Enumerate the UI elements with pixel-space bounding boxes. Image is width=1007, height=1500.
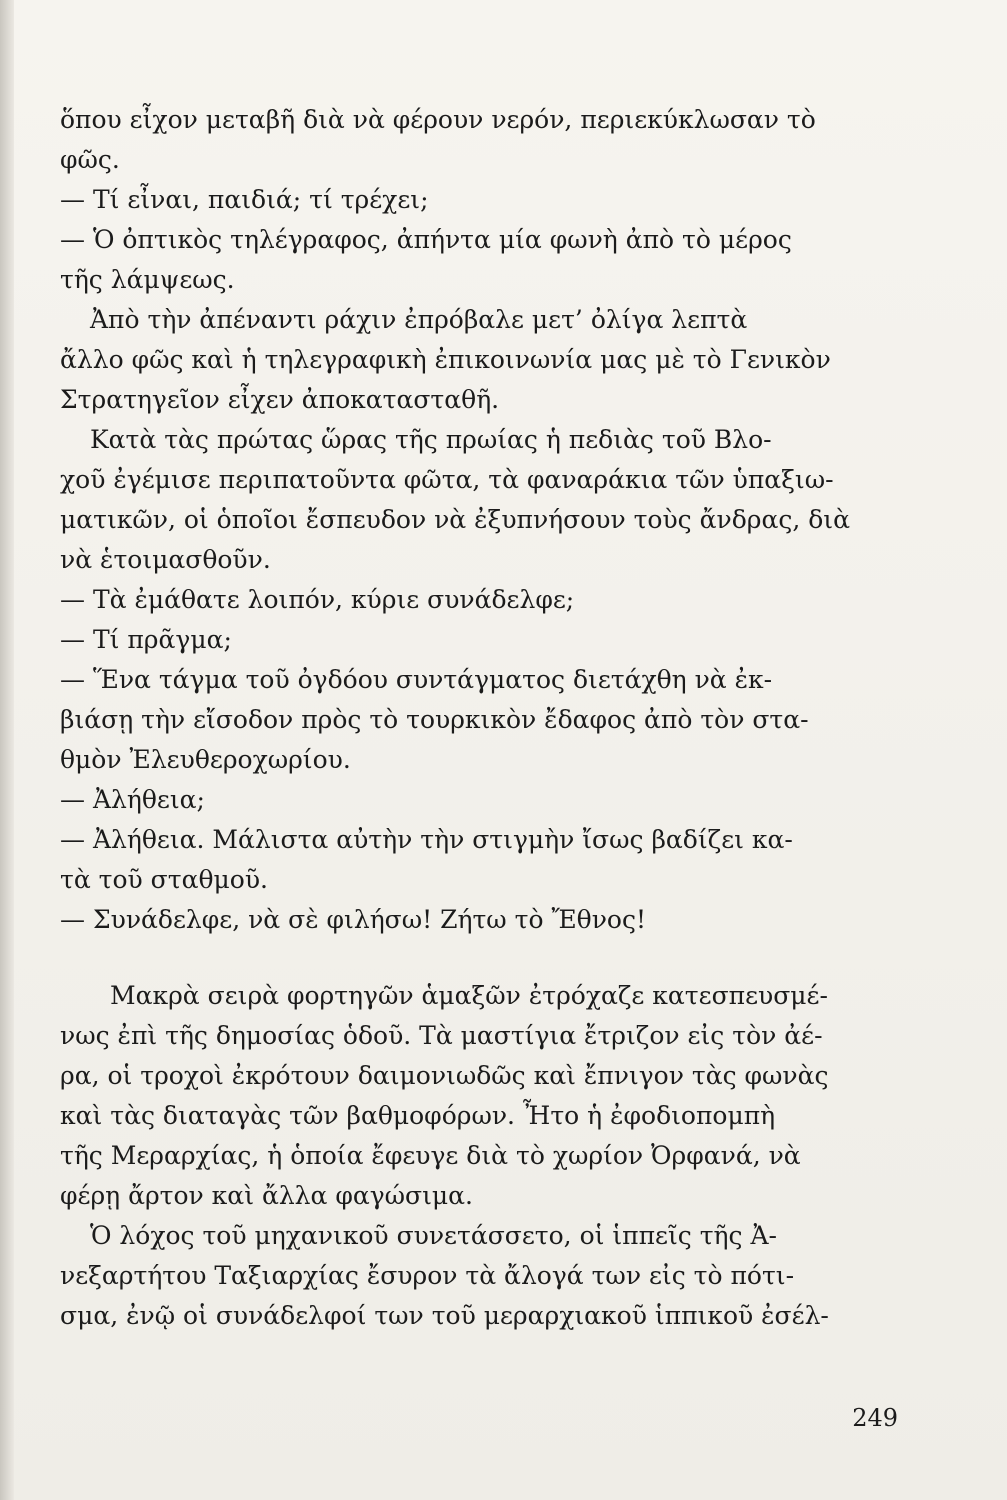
text-line: — Τί πρᾶγμα; xyxy=(60,625,232,654)
text-line: ἄλλο φῶς καὶ ἡ τηλεγραφικὴ ἐπικοινωνία μας μὲ τὸ Γενικὸν xyxy=(60,345,831,374)
text-line: φέρῃ ἄρτον καὶ ἄλλα φαγώσιμα. xyxy=(60,1181,474,1210)
text-line: βιάσῃ τὴν εἴσοδον πρὸς τὸ τουρκικὸν ἔδαφος ἀπὸ τὸν στα- xyxy=(60,705,809,734)
text-line: — Τί εἶναι, παιδιά; τί τρέχει; xyxy=(60,185,429,214)
text-line: φῶς. xyxy=(60,145,120,174)
text-line: — Συνάδελφε, νὰ σὲ φιλήσω! Ζήτω τὸ Ἔθνος! xyxy=(60,905,647,934)
text-line: ματικῶν, οἱ ὁποῖοι ἔσπευδον νὰ ἐξυπνήσουν τοὺς ἄνδρας, διὰ xyxy=(60,505,850,534)
page-number: 249 xyxy=(852,1404,898,1432)
text-line: τῆς Μεραρχίας, ἡ ὁποία ἔφευγε διὰ τὸ χωρίον Ὀρφανά, νὰ xyxy=(60,1141,801,1170)
body-text xyxy=(60,100,885,1336)
section-break xyxy=(60,940,885,976)
text-line: ρα, οἱ τροχοὶ ἐκρότουν δαιμονιωδῶς καὶ ἔπνιγον τὰς φωνὰς xyxy=(60,1061,829,1090)
text-line: — Τὰ ἐμάθατε λοιπόν, κύριε συνάδελφε; xyxy=(60,585,575,614)
text-line: Ἀπὸ τὴν ἀπέναντι ράχιν ἐπρόβαλε μετ’ ὀλίγα λεπτὰ xyxy=(90,305,748,334)
page-gutter-shadow xyxy=(0,0,14,1500)
text-line: τὰ τοῦ σταθμοῦ. xyxy=(60,865,268,894)
text-line: Ὁ λόχος τοῦ μηχανικοῦ συνετάσσετο, οἱ ἱππεῖς τῆς Ἀ- xyxy=(90,1221,777,1250)
text-line: Στρατηγεῖον εἶχεν ἀποκατασταθῆ. xyxy=(60,385,500,414)
text-line: καὶ τὰς διαταγὰς τῶν βαθμοφόρων. Ἦτο ἡ ἐφοδιοπομπὴ xyxy=(60,1101,776,1130)
text-line: νως ἐπὶ τῆς δημοσίας ὁδοῦ. Τὰ μαστίγια ἔτριζον εἰς τὸν ἀέ- xyxy=(60,1021,823,1050)
text-line: — Ὁ ὀπτικὸς τηλέγραφος, ἀπήντα μία φωνὴ ἀπὸ τὸ μέρος xyxy=(60,225,792,254)
text-line: θμὸν Ἐλευθεροχωρίου. xyxy=(60,745,351,774)
text-line: Μακρὰ σειρὰ φορτηγῶν ἁμαξῶν ἐτρόχαζε κατεσπευσμέ- xyxy=(110,981,828,1010)
text-line: — Ἀλήθεια; xyxy=(60,785,205,814)
text-line: χοῦ ἐγέμισε περιπατοῦντα φῶτα, τὰ φαναράκια τῶν ὑπαξιω- xyxy=(60,465,834,494)
text-line: — Ἕνα τάγμα τοῦ ὀγδόου συντάγματος διετάχθη νὰ ἐκ- xyxy=(60,665,773,694)
text-line: ὅπου εἶχον μεταβῆ διὰ νὰ φέρουν νερόν, περιεκύκλωσαν τὸ xyxy=(60,105,816,134)
text-line: — Ἀλήθεια. Μάλιστα αὐτὴν τὴν στιγμὴν ἴσως βαδίζει κα- xyxy=(60,825,793,854)
text-line: τῆς λάμψεως. xyxy=(60,265,235,294)
text-line: νεξαρτήτου Ταξιαρχίας ἔσυρον τὰ ἄλογά των εἰς τὸ πότι- xyxy=(60,1261,795,1290)
text-line: νὰ ἑτοιμασθοῦν. xyxy=(60,545,271,574)
text-line: σμα, ἐνῷ οἱ συνάδελφοί των τοῦ μεραρχιακοῦ ἱππικοῦ ἐσέλ- xyxy=(60,1301,829,1330)
text-line: Κατὰ τὰς πρώτας ὥρας τῆς πρωίας ἡ πεδιὰς τοῦ Βλο- xyxy=(90,425,772,454)
